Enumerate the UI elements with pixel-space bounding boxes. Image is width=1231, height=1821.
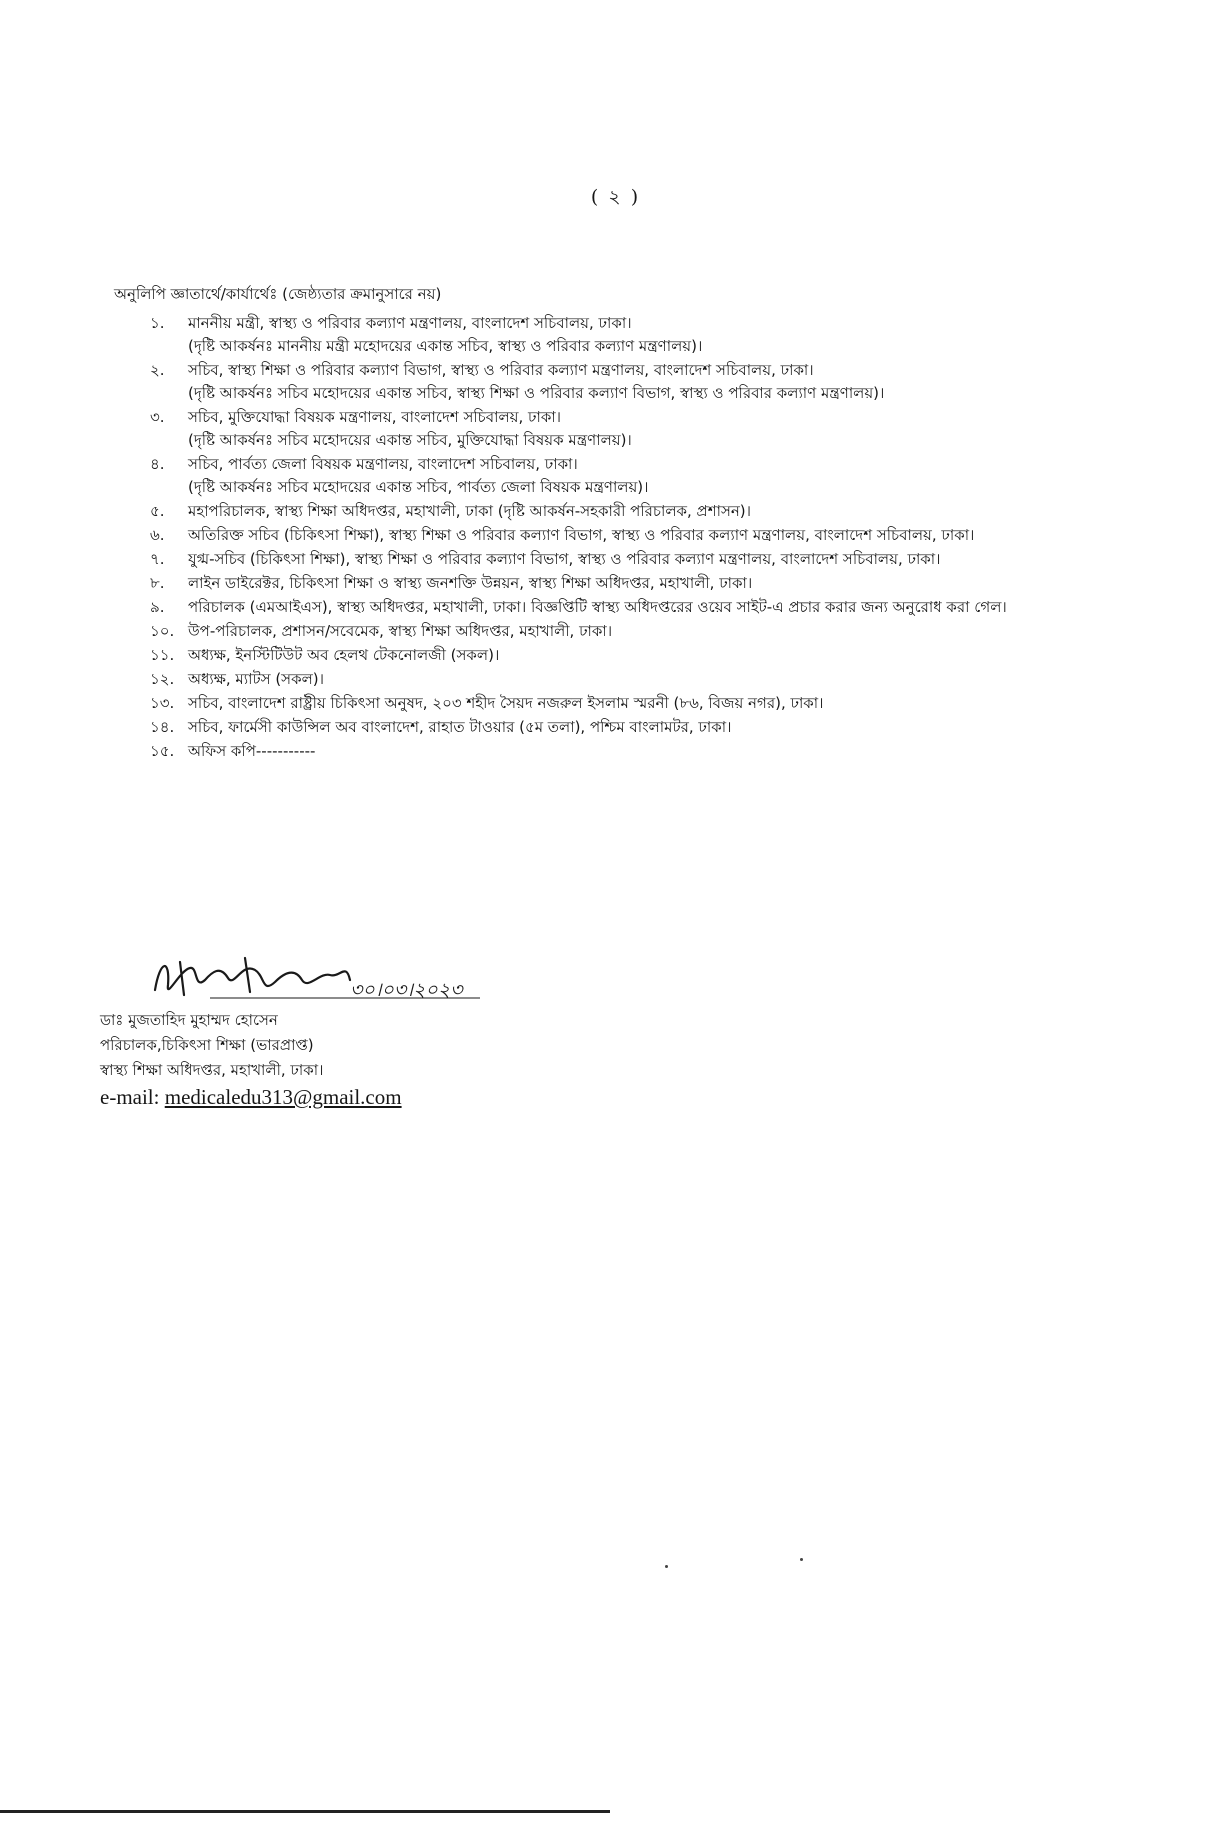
copy-to-item (150, 548, 1050, 571)
copy-to-item-text: মহাপরিচালক, স্বাস্থ্য শিক্ষা অধিদপ্তর, মহাখালী, ঢাকা (দৃষ্টি আকর্ষন-সহকারী পরিচালক, প্রশাসন)। (188, 502, 752, 520)
copy-to-item (150, 692, 1050, 715)
copy-to-item-text: অধ্যক্ষ, ম্যাটস (সকল)। (188, 670, 324, 688)
copy-to-item-text: সচিব, ফার্মেসী কাউন্সিল অব বাংলাদেশ, রাহাত টাওয়ার (৫ম তলা), পশ্চিম বাংলামটর, ঢাকা। (188, 718, 732, 736)
copy-to-item-number: ১০. (150, 622, 175, 640)
copy-to-item-text: যুগ্ম-সচিব (চিকিৎসা শিক্ষা), স্বাস্থ্য শিক্ষা ও পরিবার কল্যাণ বিভাগ, স্বাস্থ্য ও পরিবার কল্যাণ মন্ত্রণালয়, বাংলাদেশ সচিবালয়, ঢাকা। (188, 550, 941, 568)
copy-to-item-attention: (দৃষ্টি আকর্ষনঃ সচিব মহোদয়ের একান্ত সচিব, স্বাস্থ্য শিক্ষা ও পরিবার কল্যাণ বিভাগ, স্বাস্থ্য ও পরিবার কল্যাণ মন্ত্রণালয়)। (188, 384, 885, 402)
copy-to-item-number: ৯. (150, 598, 165, 616)
copy-to-item-number: ১৩. (150, 694, 175, 712)
copy-to-list (150, 312, 1050, 764)
copy-to-item-number: ১৫. (150, 742, 175, 760)
copy-to-item-text: উপ-পরিচালক, প্রশাসন/সবেমেক, স্বাস্থ্য শিক্ষা অধিদপ্তর, মহাখালী, ঢাকা। (188, 622, 613, 640)
copy-to-item (150, 668, 1050, 691)
copy-to-item (150, 740, 1050, 763)
copy-to-item (150, 620, 1050, 643)
copy-to-item-number: ৪. (150, 455, 165, 473)
copy-to-item (150, 644, 1050, 667)
signature-date: ৩০।০৩।২০২৩ (350, 979, 463, 1001)
copy-to-item-text: অতিরিক্ত সচিব (চিকিৎসা শিক্ষা), স্বাস্থ্য শিক্ষা ও পরিবার কল্যাণ বিভাগ, স্বাস্থ্য ও পরিবার কল্যাণ মন্ত্রণালয়, বাংলাদেশ সচিবালয়, ঢাকা। (188, 526, 975, 544)
email-label: e-mail: (100, 1085, 160, 1109)
copy-to-item-number: ৮. (150, 574, 165, 592)
copy-to-item (150, 596, 1050, 619)
copy-to-item-number: ১১. (150, 646, 175, 664)
copy-to-item (150, 572, 1050, 595)
copy-to-item-attention: (দৃষ্টি আকর্ষনঃ সচিব মহোদয়ের একান্ত সচিব, পার্বত্য জেলা বিষয়ক মন্ত্রণালয়)। (188, 478, 649, 496)
copy-to-item-text: অধ্যক্ষ, ইনস্টিটিউট অব হেলথ টেকনোলজী (সকল)। (188, 646, 500, 664)
copy-to-item (150, 716, 1050, 739)
copy-to-item-number: ৭. (150, 550, 165, 568)
copy-to-item-attention: (দৃষ্টি আকর্ষনঃ সচিব মহোদয়ের একান্ত সচিব, মুক্তিযোদ্ধা বিষয়ক মন্ত্রণালয়)। (188, 431, 632, 449)
copy-to-item-text: মাননীয় মন্ত্রী, স্বাস্থ্য ও পরিবার কল্যাণ মন্ত্রণালয়, বাংলাদেশ সচিবালয়, ঢাকা। (188, 314, 632, 332)
signer-details (100, 1008, 402, 1111)
copy-to-item (150, 453, 1050, 499)
scan-speck (800, 1558, 803, 1561)
copy-to-item-attention: (দৃষ্টি আকর্ষনঃ মাননীয় মন্ত্রী মহোদয়ের একান্ত সচিব, স্বাস্থ্য ও পরিবার কল্যাণ মন্ত্রণালয়)। (188, 337, 703, 355)
email-row (100, 1083, 402, 1111)
copy-to-item-number: ১. (150, 314, 165, 332)
copy-to-item-number: ৫. (150, 502, 165, 520)
copy-to-item-text: পরিচালক (এমআইএস), স্বাস্থ্য অধিদপ্তর, মহাখালী, ঢাকা। বিজ্ঞপ্তিটি স্বাস্থ্য অধিদপ্তরের ওয়েব সাইট-এ প্রচার করার জন্য অনুরোধ করা গেল। (188, 598, 1007, 616)
copy-to-item (150, 500, 1050, 523)
signer-name: ডাঃ মুজতাহিদ মুহাম্মদ হোসেন (100, 1011, 278, 1029)
email-link[interactable]: medicaledu313@gmail.com (164, 1085, 402, 1109)
copy-to-item-number: ১২. (150, 670, 175, 688)
scan-speck (665, 1565, 668, 1568)
copy-to-item-text: সচিব, পার্বত্য জেলা বিষয়ক মন্ত্রণালয়, বাংলাদেশ সচিবালয়, ঢাকা। (188, 455, 578, 473)
copy-to-item (150, 524, 1050, 547)
copy-to-item-text: সচিব, মুক্তিযোদ্ধা বিষয়ক মন্ত্রণালয়, বাংলাদেশ সচিবালয়, ঢাকা। (188, 408, 562, 426)
copy-to-heading: অনুলিপি জ্ঞাতার্থে/কার্যার্থেঃ (জেষ্ঠ্যতার ক্রমানুসারে নয়) (114, 285, 442, 303)
copy-to-item-text: সচিব, স্বাস্থ্য শিক্ষা ও পরিবার কল্যাণ বিভাগ, স্বাস্থ্য ও পরিবার কল্যাণ মন্ত্রণালয়, বাংলাদেশ সচিবালয়, ঢাকা। (188, 361, 814, 379)
copy-to-item-text: লাইন ডাইরেক্টর, চিকিৎসা শিক্ষা ও স্বাস্থ্য জনশক্তি উন্নয়ন, স্বাস্থ্য শিক্ষা অধিদপ্তর, মহাখালী, ঢাকা। (188, 574, 753, 592)
copy-to-item-number: ২. (150, 361, 165, 379)
signer-office: স্বাস্থ্য শিক্ষা অধিদপ্তর, মহাখালী, ঢাকা। (100, 1061, 324, 1079)
copy-to-item-number: ৬. (150, 526, 165, 544)
copy-to-item-text: সচিব, বাংলাদেশ রাষ্ট্রীয় চিকিৎসা অনুষদ, ২০৩ শহীদ সৈয়দ নজরুল ইসলাম স্মরনী (৮৬, বিজয় নগর), ঢাকা। (188, 694, 824, 712)
signer-designation: পরিচালক,চিকিৎসা শিক্ষা (ভারপ্রাপ্ত) (100, 1036, 314, 1054)
copy-to-item (150, 312, 1050, 358)
scan-edge-line (0, 1810, 610, 1813)
copy-to-item-number: ১৪. (150, 718, 175, 736)
page-number: ( ২ ) (590, 186, 641, 208)
copy-to-item (150, 406, 1050, 452)
handwritten-signature (150, 950, 480, 1010)
copy-to-item (150, 359, 1050, 405)
copy-to-item-number: ৩. (150, 408, 165, 426)
copy-to-item-text: অফিস কপি----------- (188, 742, 316, 760)
